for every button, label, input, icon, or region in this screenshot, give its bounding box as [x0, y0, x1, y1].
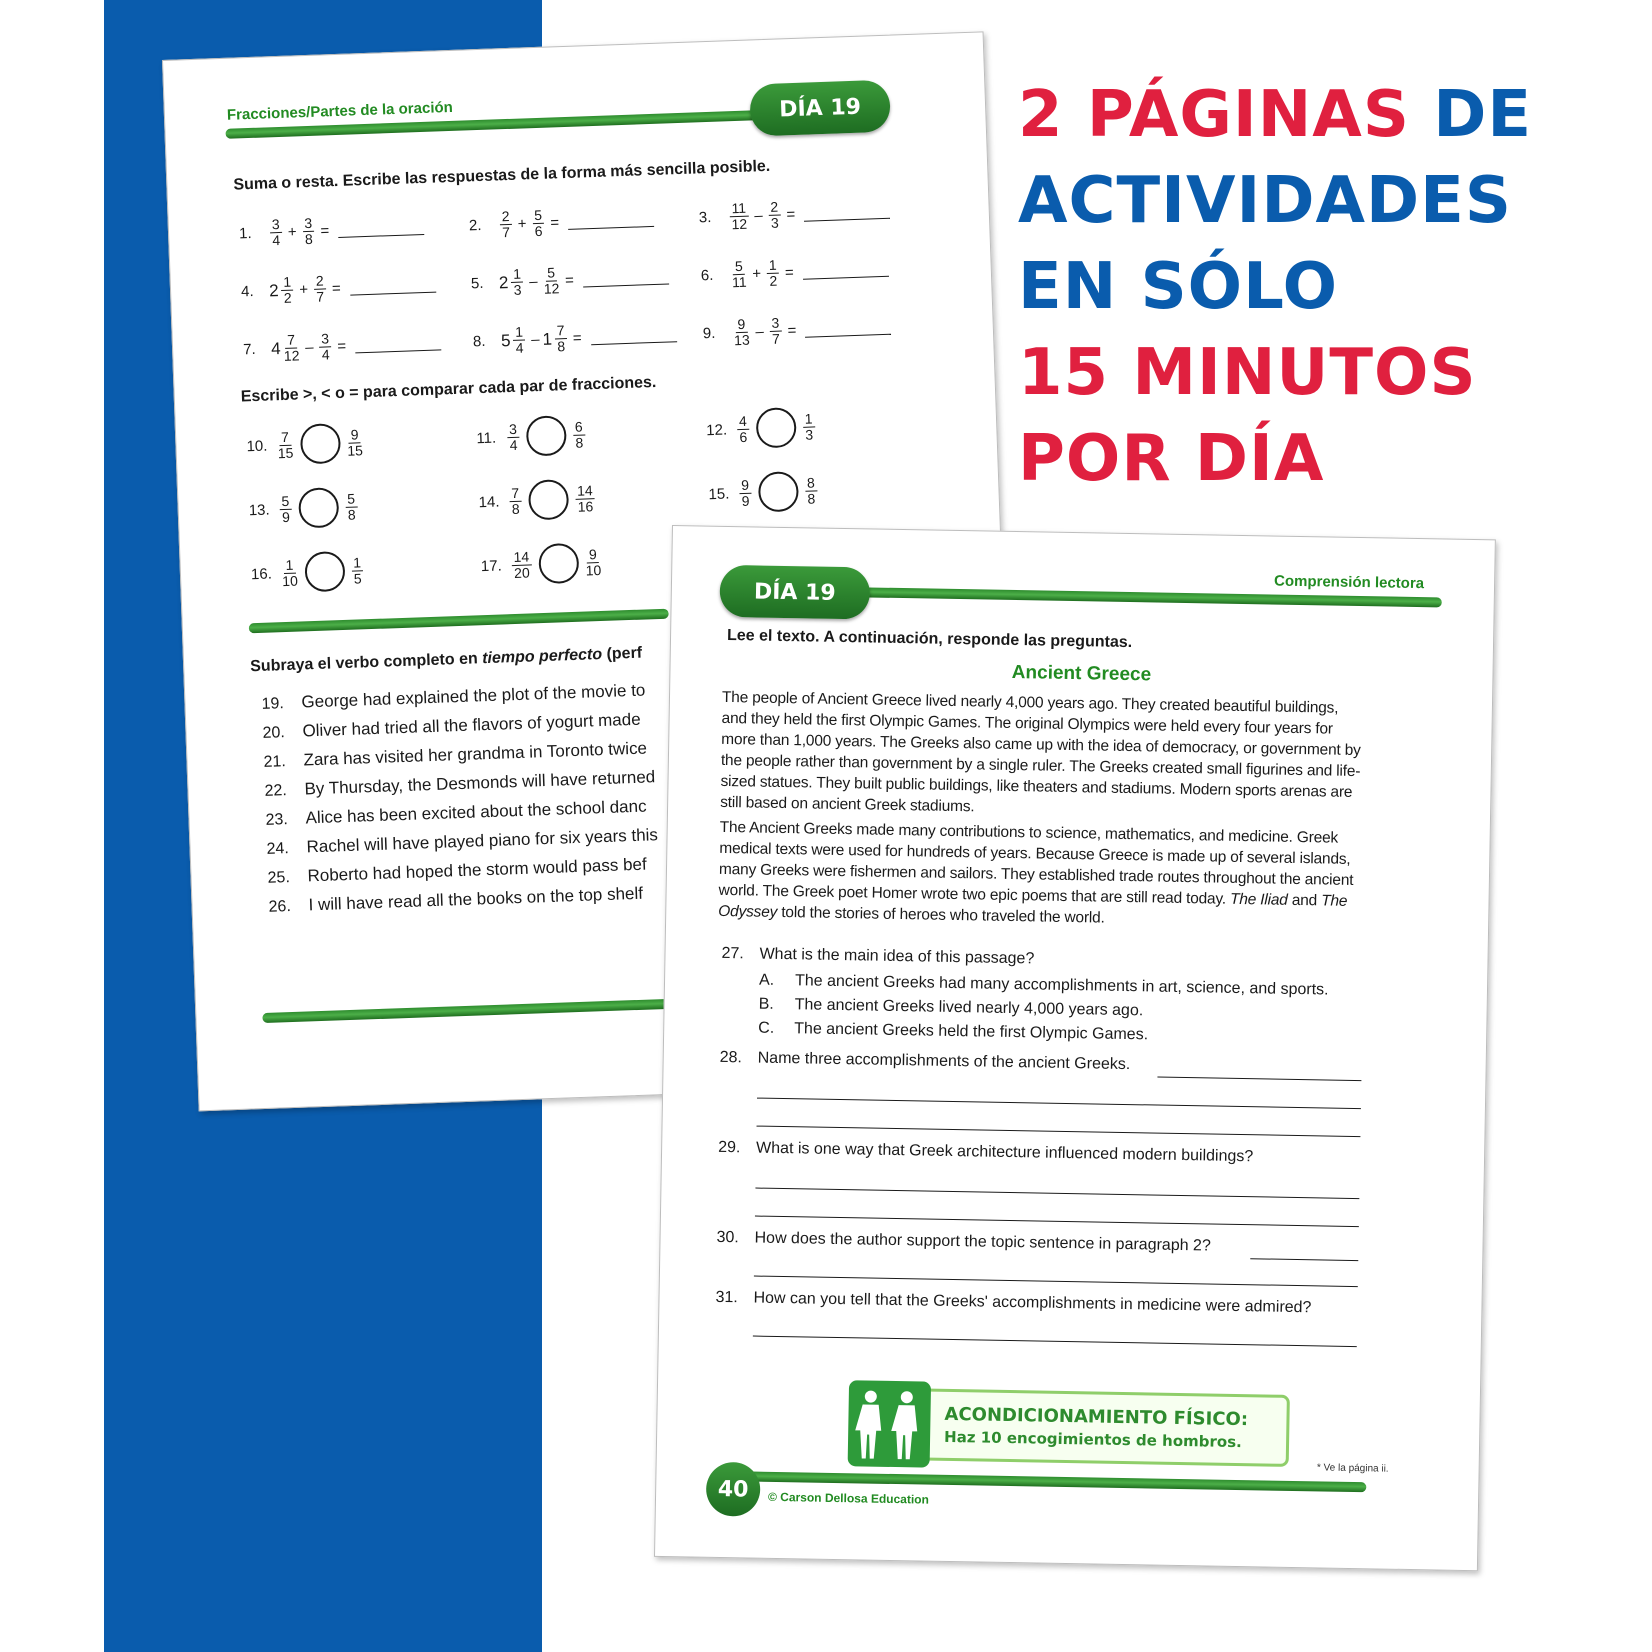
worksheet-page-reading: [654, 525, 1496, 1571]
comparison-problem: [708, 470, 821, 514]
question-31: 31. How can you tell that the Greeks' accomplishments in medicine were admired?: [715, 1288, 1312, 1317]
fraction-problem: [243, 327, 442, 365]
whole-number: 5: [500, 330, 511, 350]
page1-topic: Fracciones/Partes de la oración: [226, 98, 454, 124]
fraction: $\frac{5}{12}$: [543, 264, 560, 297]
fraction: $\frac{3}{8}$: [304, 214, 313, 248]
problem-number: 14.: [478, 492, 500, 511]
fraction: $\frac{5}{11}$: [731, 257, 747, 291]
equals-sign: =: [786, 205, 796, 224]
fraction: $\frac{2}{7}$: [315, 272, 325, 305]
passage-paragraph-1: The people of Ancient Greece lived nearly 4,000 years ago. They created beautiful buildings, and they held the first Olympic Games. The original Olympics were held every four years for more than 1,000 years. The Greeks also came up with the idea of democracy, or government by the people rather than government by a single ruler. The Greeks created small figurines and life-sized statues. They built public buildings, like theaters and stadiums. Modern sports arenas are still based on ancient Greek stadiums.: [720, 688, 1361, 816]
instruction-compare: Escribe >, < o = para comparar cada par de fracciones.: [240, 373, 657, 406]
fraction-problem: [702, 312, 891, 350]
problem-number: 12.: [705, 421, 728, 439]
instruction-underline-verb: Subraya el verbo completo en tiempo perfecto (perf: [249, 644, 643, 676]
verb-sentence: 26. I will have read all the books on the top shelf: [268, 883, 644, 916]
fraction: $\frac{1}{3}$: [804, 410, 814, 443]
problem-number: 5.: [470, 274, 484, 293]
problem-number: 7.: [242, 340, 256, 359]
fraction: $\frac{2}{7}$: [501, 207, 511, 241]
answer-line-30a[interactable]: [1250, 1258, 1358, 1261]
whole-number: 2: [498, 272, 509, 292]
answer-blank[interactable]: [804, 204, 890, 222]
headline-line1-a: 2 PÁGINAS: [1018, 78, 1410, 152]
fraction: $\frac{14}{16}$: [576, 481, 594, 515]
operator: +: [299, 281, 309, 299]
comparison-problem: [250, 550, 367, 594]
problem-number: 4.: [240, 282, 254, 301]
copyright: © Carson Dellosa Education: [767, 1489, 930, 1507]
answer-line-30b[interactable]: [754, 1276, 1358, 1288]
question-29: 29. What is one way that Greek architecture influenced modern buildings?: [717, 1138, 1254, 1166]
page2-instruction: Lee el texto. A continuación, responde las preguntas.: [726, 626, 1133, 652]
fitness-text: Haz 10 encogimientos de hombros.: [943, 1427, 1242, 1452]
problem-number: 1.: [238, 224, 252, 243]
problem-number: 9.: [702, 324, 716, 343]
verb-sentence: 22. By Thursday, the Desmonds will have returned: [264, 767, 656, 800]
headline-line4: 15 MINUTOS: [1018, 336, 1477, 410]
equals-sign: =: [549, 214, 560, 232]
fraction: $\frac{1}{2}$: [768, 256, 778, 289]
passage-paragraph-2: The Ancient Greeks made many contributions to science, mathematics, and medicine. Greek medical texts were used for hundreds of years. Because Greece is made up of several islands, many Greeks were fishermen and sailors. They established trade routes throughout the ancient world. The Greek poet Homer wrote two epic poems that are still read today. The Iliad and The Odyssey told the stories of heroes who traveled the world.: [718, 818, 1354, 927]
equals-sign: =: [331, 279, 341, 298]
whole-number: 1: [542, 329, 553, 349]
equals-sign: =: [320, 222, 330, 240]
answer-line-28c[interactable]: [757, 1126, 1361, 1138]
answer-blank[interactable]: [338, 220, 424, 238]
fraction: $\frac{7}{8}$: [511, 484, 520, 517]
fraction: $\frac{9}{13}$: [733, 315, 750, 349]
fraction-problem: [472, 319, 677, 357]
answer-line-29b[interactable]: [755, 1216, 1359, 1228]
page2-footer-bar: [746, 1471, 1366, 1492]
answer-line-28b[interactable]: [757, 1098, 1361, 1110]
problem-number: 16.: [250, 564, 273, 583]
fraction: $\frac{3}{4}$: [271, 216, 281, 249]
answer-line-31[interactable]: [753, 1336, 1357, 1348]
fraction: $\frac{1}{10}$: [281, 556, 299, 589]
fraction: $\frac{3}{7}$: [771, 314, 781, 347]
problem-number: 17.: [480, 556, 503, 575]
page1-divider-bar: [249, 609, 669, 634]
operator: –: [530, 330, 540, 349]
problem-number: 6.: [700, 266, 714, 285]
headline-line1-b: DE: [1433, 78, 1533, 152]
problem-number: 15.: [708, 484, 730, 503]
equals-sign: =: [336, 337, 347, 356]
exercise-figures-icon: [848, 1380, 931, 1467]
fraction: $\frac{9}{9}$: [740, 476, 750, 509]
fraction-problem: [239, 212, 425, 249]
equals-sign: =: [564, 271, 575, 290]
fraction: $\frac{1}{4}$: [514, 323, 524, 356]
answer-blank[interactable]: [355, 335, 441, 353]
answer-blank[interactable]: [583, 269, 669, 287]
verb-sentence: 23. Alice has been excited about the school danc: [265, 796, 647, 829]
comparison-problem: [476, 414, 589, 458]
fraction: $\frac{9}{15}$: [347, 425, 364, 459]
headline-line3: EN SÓLO: [1018, 250, 1338, 324]
answer-blank[interactable]: [805, 320, 891, 338]
question-28: 28. Name three accomplishments of the ancient Greeks.: [719, 1048, 1131, 1074]
comparison-problem: [478, 478, 599, 522]
operator: +: [517, 215, 527, 233]
compare-circle[interactable]: [304, 551, 345, 592]
question-27: 27. What is the main idea of this passage?: [721, 944, 1035, 968]
operator: –: [304, 338, 314, 357]
verb-sentence: 25. Roberto had hoped the storm would pass bef: [267, 854, 647, 887]
fraction: $\frac{8}{8}$: [806, 473, 816, 507]
verb-sentence: 24. Rachel will have played piano for six years this: [266, 825, 659, 858]
fraction: $\frac{1}{2}$: [283, 273, 292, 306]
page2-topic: Comprensión lectora: [1273, 572, 1425, 593]
comparison-problem: [480, 542, 604, 586]
fraction: $\frac{1}{5}$: [352, 553, 362, 587]
fraction: $\frac{4}{6}$: [738, 412, 748, 445]
equals-sign: =: [784, 264, 794, 282]
equals-sign: =: [787, 322, 797, 340]
compare-circle[interactable]: [299, 423, 340, 464]
instruction-add-subtract: Suma o resta. Escribe las respuestas de la forma más sencilla posible.: [233, 157, 771, 194]
operator: –: [755, 323, 765, 341]
fitness-box: [849, 1387, 1290, 1467]
comparison-problem: [246, 422, 366, 466]
comparison-problem: [248, 486, 361, 530]
answer-option[interactable]: B. The ancient Greeks lived nearly 4,000 years ago.: [758, 995, 1144, 1020]
fraction: $\frac{2}{3}$: [770, 198, 780, 231]
compare-circle[interactable]: [525, 415, 566, 456]
whole-number: 4: [270, 338, 281, 358]
problem-number: 11.: [476, 429, 497, 447]
compare-circle[interactable]: [528, 479, 569, 520]
fraction: $\frac{5}{8}$: [346, 490, 356, 523]
headline-line2: ACTIVIDADES: [1018, 164, 1512, 238]
fraction: $\frac{3}{4}$: [508, 420, 518, 453]
answer-blank[interactable]: [568, 212, 654, 230]
headline-line5: POR DÍA: [1018, 422, 1325, 496]
equals-sign: =: [572, 329, 582, 347]
fraction: $\frac{7}{12}$: [283, 331, 300, 364]
answer-line-29a[interactable]: [755, 1188, 1359, 1200]
problem-number: 2.: [468, 216, 482, 235]
answer-option[interactable]: A. The ancient Greeks had many accomplishments in art, science, and sports.: [758, 971, 1329, 999]
answer-option[interactable]: C. The ancient Greeks held the first Olympic Games.: [758, 1019, 1149, 1044]
fraction: $\frac{7}{15}$: [277, 428, 294, 461]
fraction: $\frac{7}{8}$: [556, 322, 566, 355]
fraction: $\frac{5}{6}$: [533, 206, 543, 240]
compare-circle[interactable]: [298, 487, 339, 528]
fitness-title: ACONDICIONAMIENTO FÍSICO:: [944, 1403, 1249, 1431]
answer-line-28a[interactable]: [1157, 1077, 1361, 1082]
operator: +: [752, 265, 762, 283]
compare-circle[interactable]: [758, 471, 799, 512]
fraction-problem: [470, 261, 669, 299]
operator: +: [287, 223, 297, 241]
problem-number: 10.: [246, 437, 268, 455]
fraction-problem: [241, 270, 437, 308]
answer-blank[interactable]: [590, 327, 676, 345]
compare-circle[interactable]: [538, 543, 579, 584]
page-number: 40: [706, 1462, 761, 1517]
fraction-problem: [468, 204, 654, 241]
fraction: $\frac{5}{9}$: [281, 492, 291, 525]
fraction: $\frac{11}{12}$: [731, 199, 748, 233]
whole-number: 2: [268, 280, 279, 300]
fraction-problem: [698, 196, 890, 234]
fraction: $\frac{3}{4}$: [320, 330, 330, 363]
operator: –: [754, 207, 763, 225]
problem-number: 13.: [248, 501, 270, 519]
problem-number: 3.: [698, 208, 712, 227]
answer-blank[interactable]: [802, 262, 888, 280]
verb-sentence: 19. George had explained the plot of the movie to: [261, 680, 646, 713]
question-30: 30. How does the author support the topic sentence in paragraph 2?: [716, 1228, 1211, 1255]
operator: –: [528, 273, 538, 291]
headline: [1018, 72, 1638, 502]
problem-number: 8.: [472, 332, 486, 351]
verb-sentence: 20. Oliver had tried all the flavors of yogurt made: [262, 709, 641, 742]
verb-sentence: 21. Zara has visited her grandma in Toronto twice: [263, 738, 648, 771]
answer-blank[interactable]: [349, 278, 435, 296]
fraction: $\frac{1}{3}$: [512, 265, 522, 298]
fraction: $\frac{9}{10}$: [585, 545, 602, 579]
page1-day-badge: DÍA 19: [749, 80, 891, 137]
footnote: * Ve la página ii.: [1316, 1462, 1389, 1475]
fraction: $\frac{6}{8}$: [574, 418, 584, 451]
page1-bottom-bar: [262, 998, 682, 1023]
passage-title: Ancient Greece: [1011, 661, 1152, 686]
fraction: $\frac{14}{20}$: [513, 547, 530, 581]
fraction-problem: [700, 254, 889, 292]
page2-day-badge: DÍA 19: [719, 565, 870, 620]
compare-circle[interactable]: [755, 407, 796, 448]
comparison-problem: [706, 406, 819, 450]
